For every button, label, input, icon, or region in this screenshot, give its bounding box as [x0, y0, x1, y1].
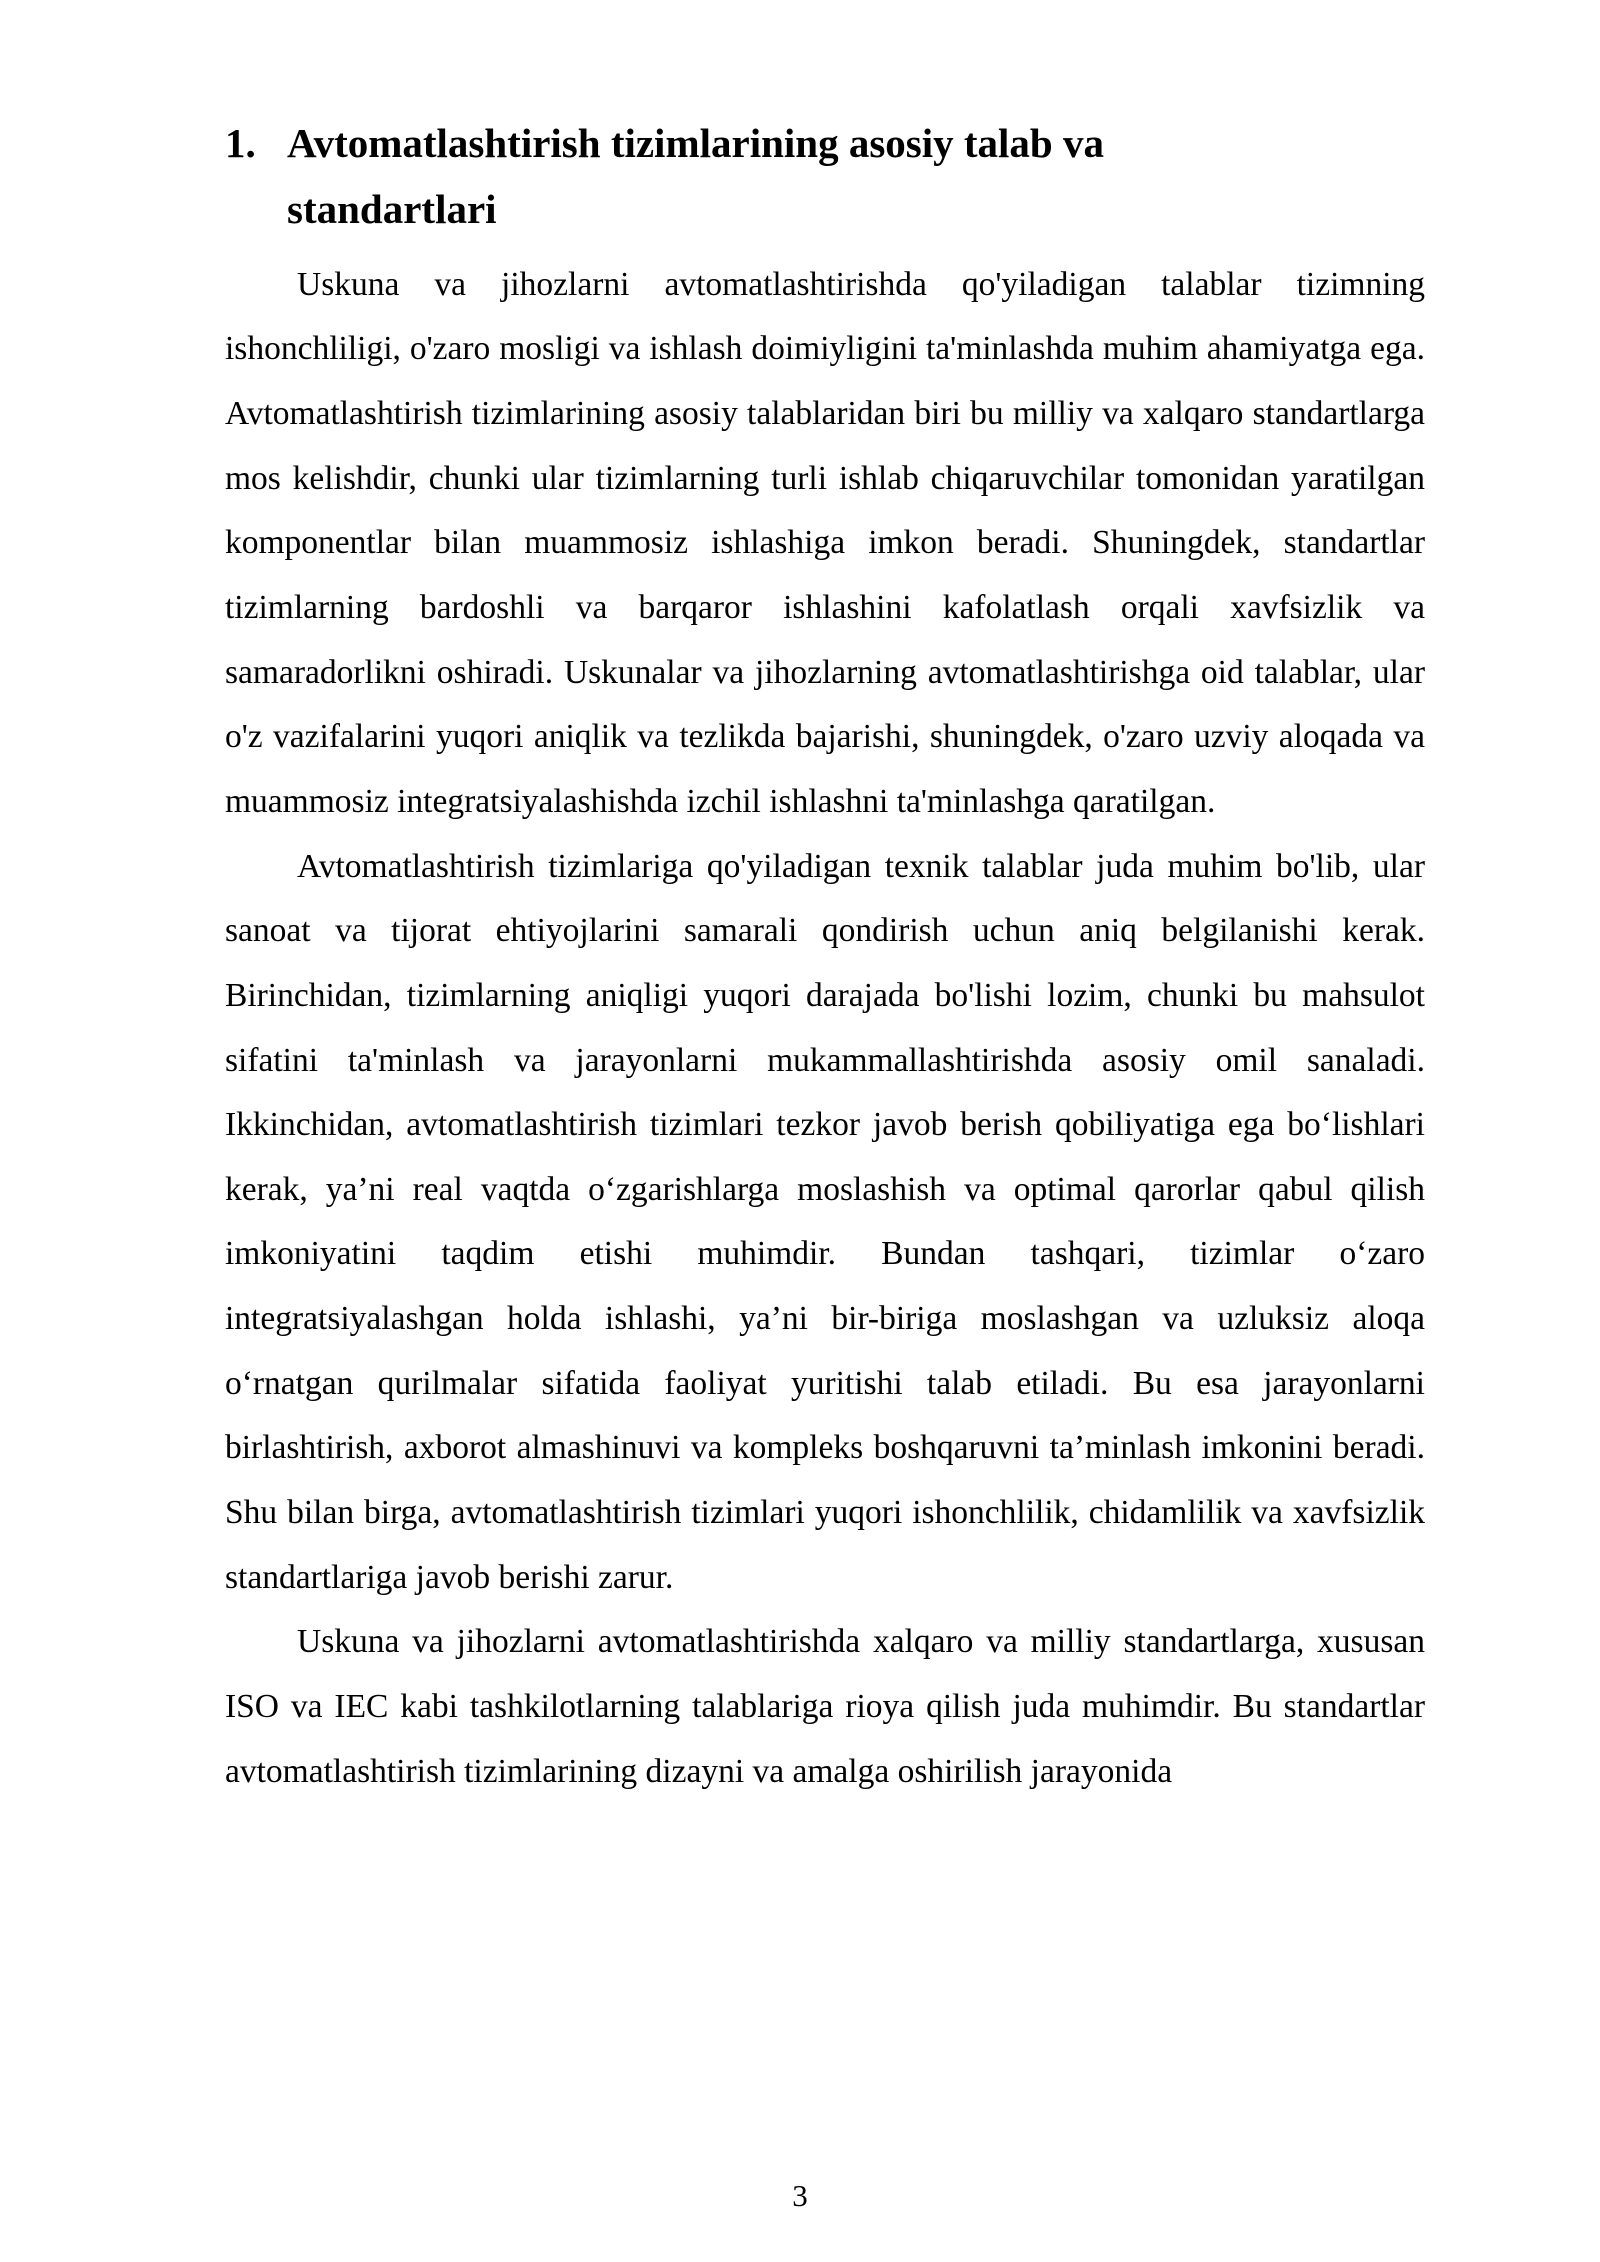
body-paragraph: Uskuna va jihozlarni avtomatlashtirishda qo'yiladigan talablar tizimning ishonchliligi, o'zaro mosligi va ishlash doimiyligini ta'minlashda muhim ahamiyatga ega. Avtomatlashtirish tizimlarining asosiy talablaridan biri bu milliy va xalqaro standartlarga mos kelishdir, chunki ular tizimlarning turli ishlab chiqaruvchilar tomonidan yaratilgan komponentlar bilan muammosiz ishlashiga imkon beradi. Shuningdek, standartlar tizimlarning bardoshli va barqaror ishlashini kafolatlash orqali xavfsizlik va samaradorlikni oshiradi. Uskunalar va jihozlarning avtomatlashtirishga oid talablar, ular o'z vazifalarini yuqori aniqlik va tezlikda bajarishi, shuningdek, o'zaro uzviy aloqada va muammosiz integratsiyalashishda izchil ishlashni ta'minlashga qaratilgan. [225, 265, 1425, 820]
body-paragraph: Uskuna va jihozlarni avtomatlashtirishda xalqaro va milliy standartlarga, xususan ISO va IEC kabi tashkilotlarning talablariga rioya qilish juda muhimdir. Bu standartlar avtomatlashtirish tizimlarining dizayni va amalga oshirilish jarayonida [225, 1623, 1425, 1790]
heading-number: 1. [225, 120, 256, 166]
page-title [225, 110, 1425, 243]
body-paragraph: Avtomatlashtirish tizimlariga qo'yiladigan texnik talablar juda muhim bo'lib, ular sanoat va tijorat ehtiyojlarini samarali qondirish uchun aniq belgilanishi kerak. Birinchidan, tizimlarning aniqligi yuqori darajada bo'lishi lozim, chunki bu mahsulot sifatini ta'minlash va jarayonlarni mukammallashtirishda asosiy omil sanaladi. Ikkinchidan, avtomatlashtirish tizimlari tezkor javob berish qobiliyatiga ega bo‘lishlari kerak, ya’ni real vaqtda o‘zgarishlarga moslashish va optimal qarorlar qabul qilish imkoniyatini taqdim etishi muhimdir. Bundan tashqari, tizimlar o‘zaro integratsiyalashgan holda ishlashi, ya’ni bir-biriga moslashgan va uzluksiz aloqa o‘rnatgan qurilmalar sifatida faoliyat yuritishi talab etiladi. Bu esa jarayonlarni birlashtirish, axborot almashinuvi va kompleks boshqaruvni ta’minlash imkonini beradi. Shu bilan birga, avtomatlashtirish tizimlari yuqori ishonchlilik, chidamlilik va xavfsizlik standartlariga javob berishi zarur. [225, 847, 1425, 1596]
heading-text: Avtomatlashtirish tizimlarining asosiy talab va standartlari [287, 120, 1104, 233]
page-number: 3 [792, 2178, 808, 2213]
